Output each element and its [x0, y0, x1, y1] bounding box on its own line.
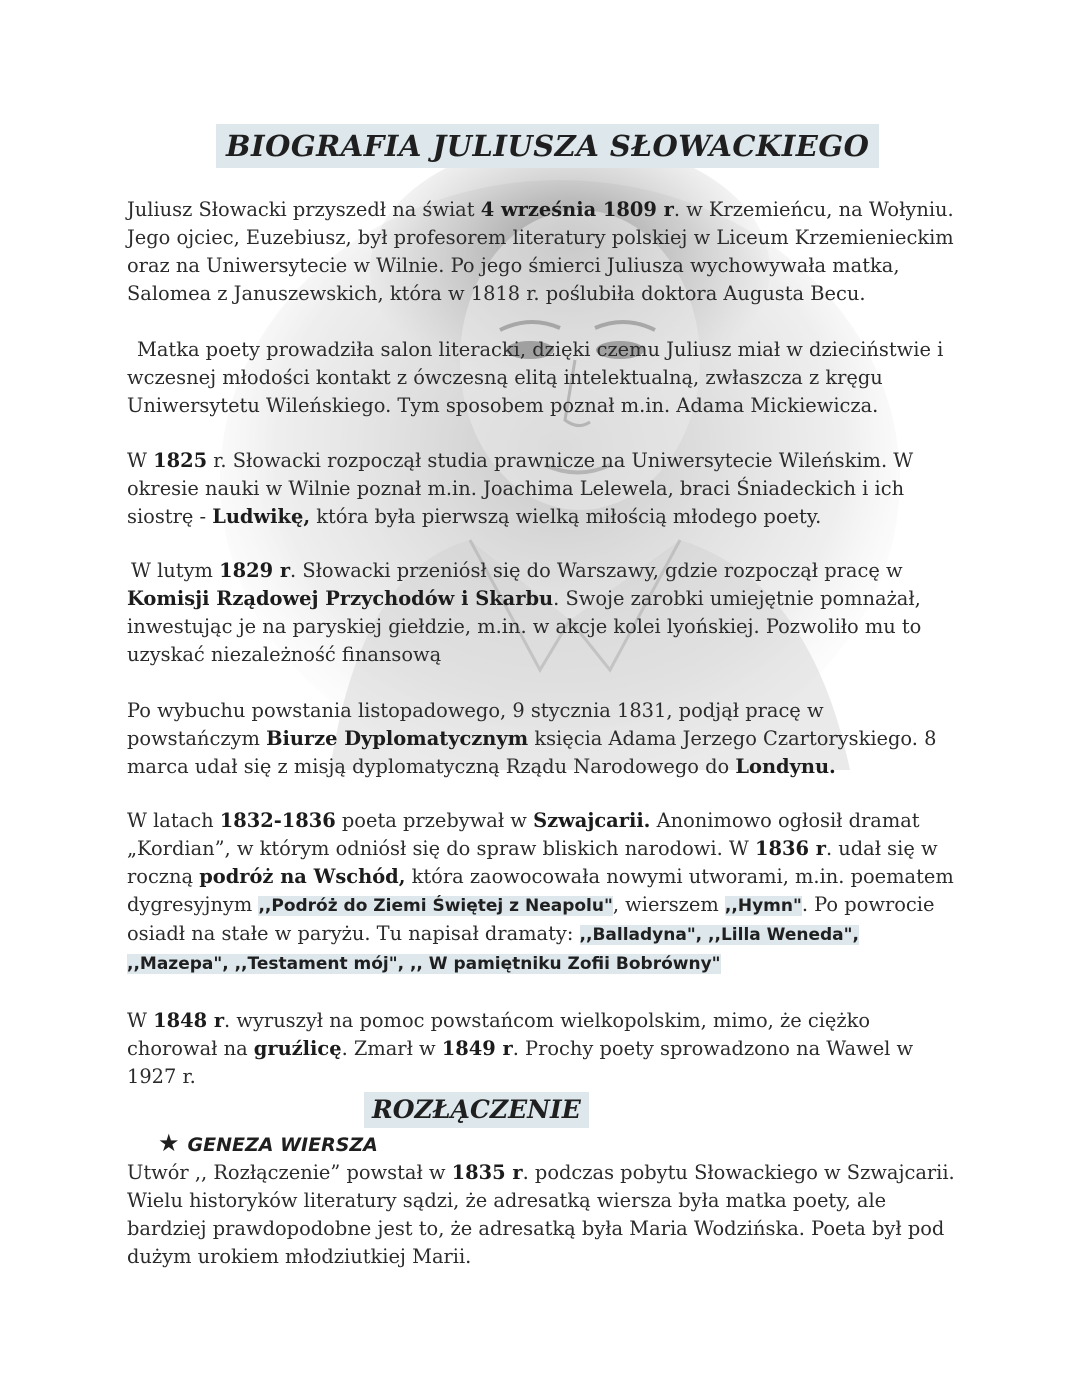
section-heading-label: GENEZA WIERSZA	[187, 1134, 378, 1156]
bold-year: 1835 r	[451, 1161, 523, 1184]
highlight-title: ,,Hymn"	[724, 896, 802, 916]
text-segment: . wyruszył na pomoc powstańcom wielkopolskim, mimo, że ciężko chorował na	[127, 1009, 871, 1060]
text-segment: Utwór ,, Rozłączenie” powstał w	[127, 1161, 452, 1184]
text-segment: . udał się w roczną	[127, 837, 938, 888]
page-title: BIOGRAFIA JULIUSZA SŁOWACKIEGO	[216, 124, 879, 168]
text-segment: która była pierwszą wielką miłością młodego poety.	[310, 505, 822, 528]
text-segment: . podczas pobytu Słowackiego w Szwajcarii. Wielu historyków literatury sądzi, że adresatką wiersza była matka poety, ale bardziej prawdopodobne jest to, że adresatką była Maria Wodzińska. Poeta był pod dużym urokiem młodziutkiej Marii.	[127, 1161, 955, 1268]
text-segment: Matka poety prowadziła salon literacki, dzięki czemu Juliusz miał w dzieciństwie i wczesnej młodości kontakt z ówczesną elitą intelektualną, zwłaszcza z kręgu Uniwersytetu Wileńskiego. Tym sposobem poznał m.in. Adama Mickiewicza.	[127, 338, 944, 417]
text-segment: r. Słowacki rozpoczął studia prawnicze na Uniwersytecie Wileńskim. W okresie nauki w Wilnie poznał m.in. Joachima Lelewela, braci Śniadeckich i ich siostrę -	[127, 449, 914, 528]
text-segment: . Zmarł w	[341, 1037, 442, 1060]
highlight-titles: ,,Balladyna", ,,Lilla Weneda", ,,Mazepa", ,,Testament mój", ,, W pamiętniku Zofii Bobrówny"	[127, 925, 859, 974]
text-segment: . Po powrocie osiadł na stałe w paryżu. Tu napisał dramaty:	[127, 893, 935, 945]
bold-year: 1829 r	[219, 559, 291, 582]
text-segment: W lutym	[131, 559, 220, 582]
paragraph-genesis	[127, 1159, 957, 1271]
bold-year: 1848 r	[153, 1009, 225, 1032]
text-segment: , wierszem	[612, 893, 725, 916]
bold-journey: podróż na Wschód,	[199, 865, 406, 888]
bold-name: Ludwikę,	[212, 505, 311, 528]
text-segment: Juliusz Słowacki przyszedł na świat	[127, 198, 481, 221]
paragraph-birth	[127, 196, 957, 308]
paragraph-salon	[127, 336, 957, 420]
text-segment: W	[127, 449, 154, 472]
bold-office: Biurze Dyplomatycznym	[266, 727, 529, 750]
paragraph-warsaw	[127, 557, 957, 669]
bold-city: Londynu.	[735, 755, 836, 778]
text-segment: poeta przebywał w	[335, 809, 534, 832]
text-segment: . Swoje zarobki umiejętnie pomnażał, inwestując je na paryskiej giełdzie, m.in. w akcje kolei lyońskiej. Pozwoliło mu to uzyskać niezależność finansową	[127, 587, 922, 666]
bold-institution: Komisji Rządowej Przychodów i Skarbu	[127, 587, 554, 610]
text-segment: która zaowocowała nowymi utworami, m.in. poematem dygresyjnym	[127, 865, 954, 916]
star-icon: ★	[158, 1129, 180, 1157]
paragraph-death	[127, 1007, 957, 1091]
text-segment: księcia Adama Jerzego Czartoryskiego. 8 marca udał się z misją dyplomatyczną Rządu Narodowego do	[127, 727, 937, 778]
highlight-title: ,,Podróż do Ziemi Świętej z Neapolu"	[258, 896, 613, 916]
bold-years: 1832-1836	[219, 809, 336, 832]
bold-country: Szwajcarii.	[533, 809, 651, 832]
bold-date: 4 września 1809 r	[480, 198, 674, 221]
text-segment: Anonimowo ogłosił dramat „Kordian”, w którym odniósł się do spraw bliskich narodowi. W	[127, 809, 920, 860]
text-segment: Po wybuchu powstania listopadowego, 9 stycznia 1831, podjął pracę w powstańczym	[127, 699, 824, 750]
paragraph-studies	[127, 447, 957, 531]
bold-year: 1836 r	[755, 837, 826, 860]
bold-year: 1849 r	[441, 1037, 513, 1060]
text-segment: . Słowacki przeniósł się do Warszawy, gdzie rozpoczął pracę w	[290, 559, 903, 582]
section-heading-geneza	[158, 1128, 378, 1158]
text-segment: W	[127, 1009, 154, 1032]
bold-disease: gruźlicę	[253, 1037, 342, 1060]
text-segment: . w Krzemieńcu, na Wołyniu. Jego ojciec, Euzebiusz, był profesorem literatury polskiej w Liceum Krzemienieckim oraz na Uniwersytecie w Wilnie. Po jego śmierci Juliusza wychowywała matka, Salomea z Januszewskich, która w 1818 r. poślubiła doktora Augusta Becu.	[127, 198, 954, 305]
section-title-rozlaczenie: ROZŁĄCZENIE	[364, 1092, 589, 1128]
paragraph-switzerland	[127, 807, 957, 978]
paragraph-uprising	[127, 697, 957, 781]
text-segment: W latach	[127, 809, 220, 832]
bold-year: 1825	[153, 449, 208, 472]
text-segment: . Prochy poety sprowadzono na Wawel w 1927 r.	[127, 1037, 914, 1088]
